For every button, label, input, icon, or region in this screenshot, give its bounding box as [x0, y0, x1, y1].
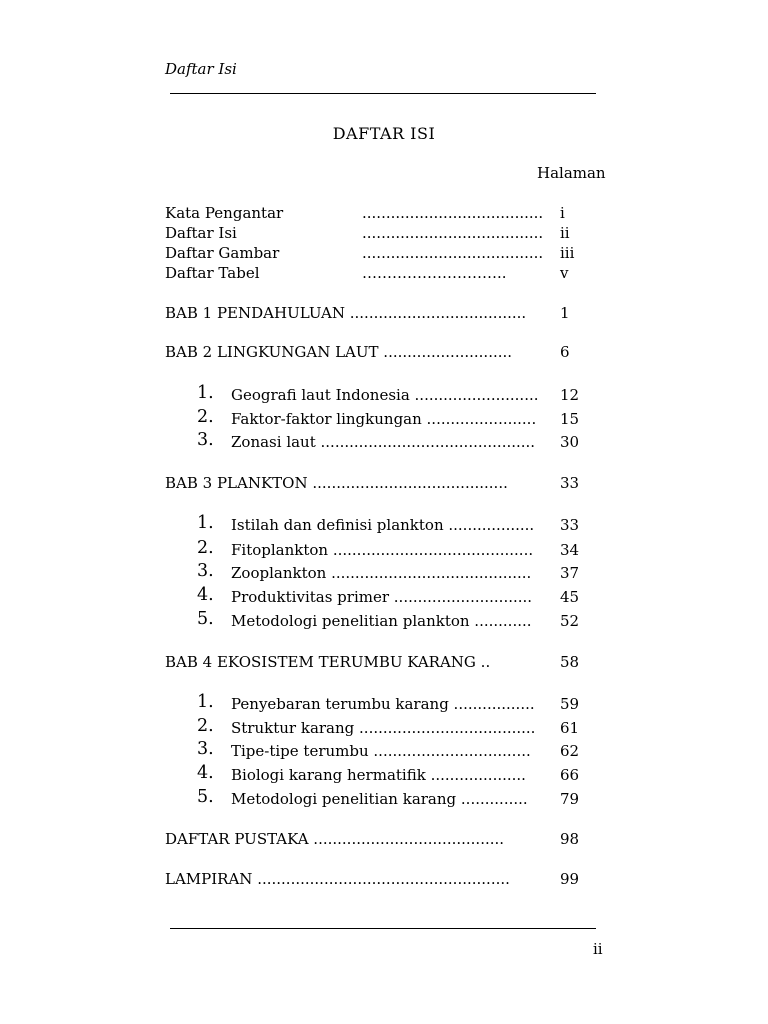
toc-subentry-number: 1. — [197, 692, 214, 712]
toc-entry-label: Daftar Tabel — [165, 264, 260, 282]
page-title-text: DAFTAR ISI — [332, 124, 436, 143]
toc-subentry-page: 62 — [560, 742, 580, 760]
toc-subentry-page: 34 — [560, 541, 580, 559]
footer-rule — [170, 928, 596, 929]
toc-subentry-page: 66 — [560, 766, 580, 784]
toc-subentry-label: Metodologi penelitian karang .............. — [231, 790, 528, 808]
toc-subentry-number: 4. — [197, 763, 214, 783]
toc-chapter-label: BAB 2 LINGKUNGAN LAUT ........................... — [165, 343, 513, 361]
toc-subentry-label: Istilah dan definisi plankton .................. — [231, 516, 535, 534]
toc-entry-page: iii — [560, 244, 575, 262]
toc-subentry-number: 2. — [197, 716, 214, 736]
toc-entry-page: v — [560, 264, 569, 282]
toc-entry-page: 99 — [560, 870, 580, 888]
toc-subentry-page: 59 — [560, 695, 580, 713]
toc-chapter-page: 1 — [560, 304, 570, 322]
toc-subentry-page: 33 — [560, 516, 580, 534]
toc-subentry-label: Fitoplankton .......................................... — [231, 541, 534, 559]
toc-subentry-page: 61 — [560, 719, 580, 737]
toc-subentry-label: Zooplankton .......................................... — [231, 564, 532, 582]
toc-subentry-number: 5. — [197, 609, 214, 629]
toc-subentry-number: 3. — [197, 561, 214, 581]
toc-subentry-label: Metodologi penelitian plankton ............ — [231, 612, 532, 630]
toc-subentry-number: 1. — [197, 383, 214, 403]
toc-subentry-number: 2. — [197, 538, 214, 558]
toc-subentry-page: 12 — [560, 386, 580, 404]
toc-entry-label: Daftar Gambar — [165, 244, 280, 262]
toc-subentry-label: Struktur karang ..................................... — [231, 719, 536, 737]
toc-leader-dots: ...................................... — [362, 204, 544, 222]
toc-entry-page: i — [560, 204, 565, 222]
footer-page-number: ii — [593, 940, 603, 958]
toc-chapter-page: 6 — [560, 343, 570, 361]
toc-entry-label: Kata Pengantar — [165, 204, 284, 222]
toc-subentry-label: Produktivitas primer ............................. — [231, 588, 533, 606]
toc-entry-label: LAMPIRAN ..................................................... — [165, 870, 510, 888]
toc-subentry-label: Biologi karang hermatifik .................... — [231, 766, 526, 784]
toc-subentry-page: 52 — [560, 612, 580, 630]
toc-subentry-label: Geografi laut Indonesia .......................... — [231, 386, 539, 404]
toc-subentry-label: Zonasi laut ............................................. — [231, 433, 536, 451]
toc-entry-label: DAFTAR PUSTAKA ........................................ — [165, 830, 505, 848]
toc-subentry-page: 15 — [560, 410, 580, 428]
toc-chapter-label: BAB 3 PLANKTON ......................................... — [165, 474, 508, 492]
toc-chapter-page: 58 — [560, 653, 580, 671]
toc-subentry-page: 30 — [560, 433, 580, 451]
page-title — [0, 124, 768, 143]
toc-chapter-label: BAB 1 PENDAHULUAN ..................................... — [165, 304, 527, 322]
toc-leader-dots: ……………………….. — [362, 264, 507, 282]
running-header: Daftar Isi — [165, 60, 237, 78]
toc-subentry-label: Tipe-tipe terumbu ................................. — [231, 742, 531, 760]
toc-subentry-page: 37 — [560, 564, 580, 582]
toc-subentry-label: Faktor-faktor lingkungan ....................... — [231, 410, 537, 428]
toc-subentry-number: 5. — [197, 787, 214, 807]
toc-entry-label: Daftar Isi — [165, 224, 237, 242]
toc-subentry-number: 1. — [197, 513, 214, 533]
toc-leader-dots: ...................................... — [362, 224, 544, 242]
toc-entry-page: 98 — [560, 830, 580, 848]
toc-subentry-page: 79 — [560, 790, 580, 808]
toc-subentry-number: 2. — [197, 407, 214, 427]
toc-entry-page: ii — [560, 224, 570, 242]
toc-subentry-label: Penyebaran terumbu karang ................. — [231, 695, 535, 713]
header-rule — [170, 93, 596, 94]
toc-subentry-page: 45 — [560, 588, 580, 606]
toc-chapter-page: 33 — [560, 474, 580, 492]
toc-subentry-number: 3. — [197, 739, 214, 759]
page-column-label: Halaman — [537, 164, 606, 182]
toc-subentry-number: 3. — [197, 430, 214, 450]
toc-chapter-label: BAB 4 EKOSISTEM TERUMBU KARANG .. — [165, 653, 491, 671]
toc-subentry-number: 4. — [197, 585, 214, 605]
toc-leader-dots: ...................................... — [362, 244, 544, 262]
